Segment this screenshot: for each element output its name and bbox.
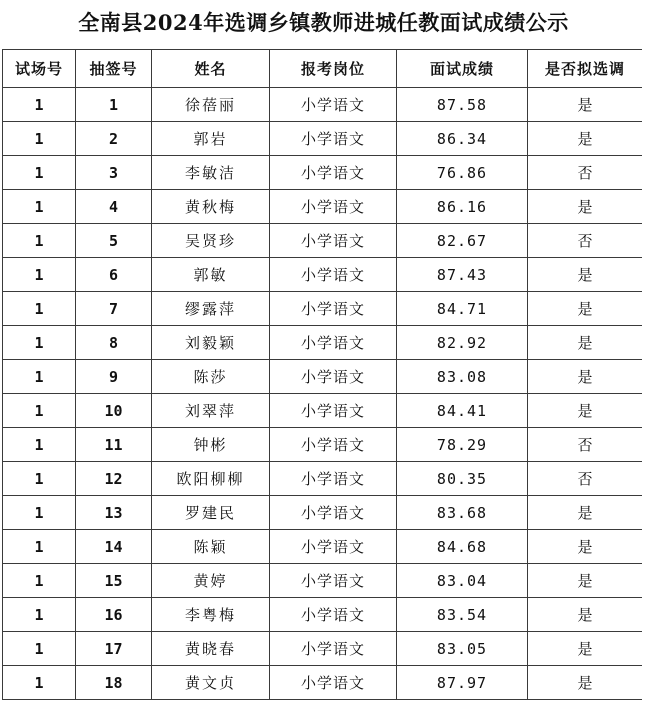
cell-score: 86.16 xyxy=(397,190,528,224)
cell-room: 1 xyxy=(3,632,76,666)
cell-selected: 是 xyxy=(528,598,643,632)
cell-name: 陈颖 xyxy=(152,530,270,564)
cell-room: 1 xyxy=(3,258,76,292)
cell-post: 小学语文 xyxy=(270,564,397,598)
cell-room: 1 xyxy=(3,530,76,564)
cell-room: 1 xyxy=(3,190,76,224)
cell-draw: 15 xyxy=(76,564,152,598)
table-row xyxy=(3,496,643,530)
cell-draw: 7 xyxy=(76,292,152,326)
table-row xyxy=(3,258,643,292)
cell-name: 缪露萍 xyxy=(152,292,270,326)
cell-draw: 6 xyxy=(76,258,152,292)
cell-post: 小学语文 xyxy=(270,122,397,156)
cell-room: 1 xyxy=(3,598,76,632)
cell-draw: 13 xyxy=(76,496,152,530)
cell-score: 83.68 xyxy=(397,496,528,530)
cell-post: 小学语文 xyxy=(270,598,397,632)
cell-score: 83.08 xyxy=(397,360,528,394)
cell-score: 80.35 xyxy=(397,462,528,496)
cell-post: 小学语文 xyxy=(270,394,397,428)
cell-draw: 2 xyxy=(76,122,152,156)
cell-room: 1 xyxy=(3,360,76,394)
cell-post: 小学语文 xyxy=(270,326,397,360)
cell-name: 刘毅颖 xyxy=(152,326,270,360)
cell-room: 1 xyxy=(3,326,76,360)
cell-room: 1 xyxy=(3,564,76,598)
table-row xyxy=(3,666,643,700)
cell-room: 1 xyxy=(3,428,76,462)
cell-draw: 17 xyxy=(76,632,152,666)
cell-draw: 3 xyxy=(76,156,152,190)
cell-room: 1 xyxy=(3,666,76,700)
cell-selected: 是 xyxy=(528,360,643,394)
table-row xyxy=(3,632,643,666)
table-row xyxy=(3,122,643,156)
cell-draw: 12 xyxy=(76,462,152,496)
cell-selected: 是 xyxy=(528,122,643,156)
cell-post: 小学语文 xyxy=(270,428,397,462)
column-header-name: 姓名 xyxy=(152,50,270,88)
table-header-row xyxy=(3,50,643,88)
cell-score: 83.54 xyxy=(397,598,528,632)
table-row xyxy=(3,394,643,428)
cell-room: 1 xyxy=(3,122,76,156)
cell-draw: 18 xyxy=(76,666,152,700)
cell-draw: 9 xyxy=(76,360,152,394)
cell-draw: 1 xyxy=(76,88,152,122)
cell-selected: 是 xyxy=(528,326,643,360)
cell-post: 小学语文 xyxy=(270,530,397,564)
cell-selected: 否 xyxy=(528,224,643,258)
cell-selected: 是 xyxy=(528,190,643,224)
page-edge xyxy=(642,0,647,704)
table-row xyxy=(3,428,643,462)
cell-score: 78.29 xyxy=(397,428,528,462)
cell-score: 83.04 xyxy=(397,564,528,598)
cell-post: 小学语文 xyxy=(270,156,397,190)
cell-draw: 8 xyxy=(76,326,152,360)
cell-room: 1 xyxy=(3,224,76,258)
cell-score: 84.41 xyxy=(397,394,528,428)
cell-selected: 是 xyxy=(528,666,643,700)
cell-post: 小学语文 xyxy=(270,632,397,666)
cell-name: 黄秋梅 xyxy=(152,190,270,224)
cell-selected: 否 xyxy=(528,156,643,190)
cell-post: 小学语文 xyxy=(270,496,397,530)
cell-selected: 否 xyxy=(528,462,643,496)
cell-room: 1 xyxy=(3,292,76,326)
table-row xyxy=(3,530,643,564)
cell-name: 刘翠萍 xyxy=(152,394,270,428)
cell-selected: 是 xyxy=(528,258,643,292)
cell-selected: 是 xyxy=(528,530,643,564)
cell-name: 郭敏 xyxy=(152,258,270,292)
cell-name: 黄文贞 xyxy=(152,666,270,700)
table-row xyxy=(3,88,643,122)
cell-score: 82.92 xyxy=(397,326,528,360)
cell-score: 87.58 xyxy=(397,88,528,122)
cell-post: 小学语文 xyxy=(270,258,397,292)
table-row xyxy=(3,190,643,224)
cell-draw: 11 xyxy=(76,428,152,462)
column-header-draw: 抽签号 xyxy=(76,50,152,88)
cell-name: 欧阳柳柳 xyxy=(152,462,270,496)
cell-score: 84.71 xyxy=(397,292,528,326)
cell-post: 小学语文 xyxy=(270,360,397,394)
cell-post: 小学语文 xyxy=(270,190,397,224)
table-row xyxy=(3,326,643,360)
cell-selected: 否 xyxy=(528,428,643,462)
cell-room: 1 xyxy=(3,156,76,190)
cell-selected: 是 xyxy=(528,632,643,666)
cell-score: 86.34 xyxy=(397,122,528,156)
cell-name: 钟彬 xyxy=(152,428,270,462)
table-row xyxy=(3,360,643,394)
cell-score: 82.67 xyxy=(397,224,528,258)
cell-score: 87.97 xyxy=(397,666,528,700)
cell-post: 小学语文 xyxy=(270,292,397,326)
cell-score: 84.68 xyxy=(397,530,528,564)
cell-selected: 是 xyxy=(528,496,643,530)
table-row xyxy=(3,224,643,258)
cell-post: 小学语文 xyxy=(270,462,397,496)
cell-name: 罗建民 xyxy=(152,496,270,530)
cell-draw: 5 xyxy=(76,224,152,258)
cell-post: 小学语文 xyxy=(270,666,397,700)
cell-selected: 是 xyxy=(528,292,643,326)
cell-name: 陈莎 xyxy=(152,360,270,394)
cell-draw: 14 xyxy=(76,530,152,564)
cell-draw: 16 xyxy=(76,598,152,632)
cell-score: 83.05 xyxy=(397,632,528,666)
column-header-score: 面试成绩 xyxy=(397,50,528,88)
cell-room: 1 xyxy=(3,88,76,122)
column-header-room: 试场号 xyxy=(3,50,76,88)
cell-score: 76.86 xyxy=(397,156,528,190)
column-header-post: 报考岗位 xyxy=(270,50,397,88)
cell-name: 吴贤珍 xyxy=(152,224,270,258)
cell-room: 1 xyxy=(3,496,76,530)
cell-draw: 10 xyxy=(76,394,152,428)
cell-name: 黄婷 xyxy=(152,564,270,598)
table-row xyxy=(3,598,643,632)
column-header-selected: 是否拟选调 xyxy=(528,50,643,88)
cell-name: 郭岩 xyxy=(152,122,270,156)
score-table xyxy=(2,49,643,700)
page-title: 全南县2024年选调乡镇教师进城任教面试成绩公示 xyxy=(78,10,569,35)
cell-name: 李敏洁 xyxy=(152,156,270,190)
cell-name: 徐蓓丽 xyxy=(152,88,270,122)
table-body xyxy=(3,88,643,700)
cell-name: 李粤梅 xyxy=(152,598,270,632)
cell-selected: 是 xyxy=(528,394,643,428)
cell-name: 黄晓春 xyxy=(152,632,270,666)
table-row xyxy=(3,292,643,326)
cell-selected: 是 xyxy=(528,88,643,122)
cell-selected: 是 xyxy=(528,564,643,598)
cell-score: 87.43 xyxy=(397,258,528,292)
table-row xyxy=(3,564,643,598)
cell-draw: 4 xyxy=(76,190,152,224)
cell-post: 小学语文 xyxy=(270,224,397,258)
table-row xyxy=(3,462,643,496)
table-row xyxy=(3,156,643,190)
cell-room: 1 xyxy=(3,394,76,428)
cell-post: 小学语文 xyxy=(270,88,397,122)
cell-room: 1 xyxy=(3,462,76,496)
